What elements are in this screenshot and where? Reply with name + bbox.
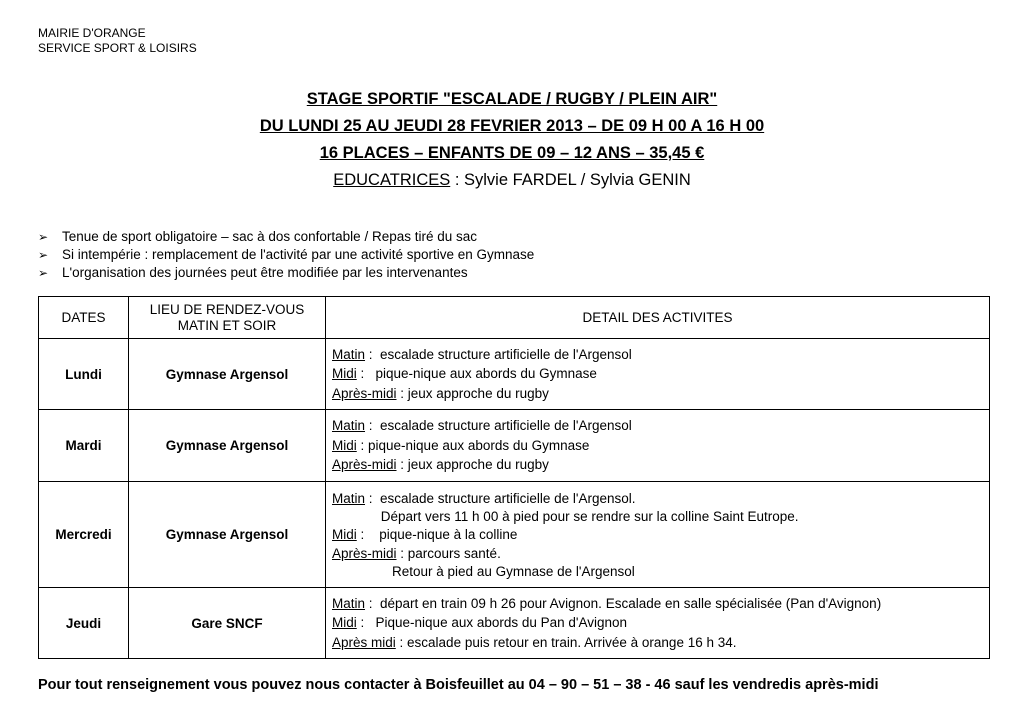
header-place: LIEU DE RENDEZ-VOUS MATIN ET SOIR: [129, 297, 326, 339]
activity-line: Matin : départ en train 09 h 26 pour Avignon. Escalade en salle spécialisée (Pan d'Avignon): [332, 595, 882, 611]
note-text: Tenue de sport obligatoire – sac à dos confortable / Repas tiré du sac: [62, 229, 477, 244]
row-place: Gare SNCF: [129, 588, 326, 659]
table-row: [39, 339, 990, 410]
table-row: [39, 588, 990, 659]
educators-label: EDUCATRICES: [333, 171, 451, 189]
title-places-price: 16 PLACES – ENFANTS DE 09 – 12 ANS – 35,45 €: [319, 144, 705, 162]
row-day: Mercredi: [39, 482, 129, 588]
activity-line: Après-midi : parcours santé.: [332, 546, 501, 562]
header-activities: DETAIL DES ACTIVITES: [326, 297, 990, 339]
row-activities: [326, 339, 990, 410]
note-text: L'organisation des journées peut être modifiée par les intervenantes: [62, 265, 468, 280]
org-line-service: SERVICE SPORT & LOISIRS: [38, 41, 197, 55]
title-stage: STAGE SPORTIF "ESCALADE / RUGBY / PLEIN AIR": [306, 90, 718, 108]
activity-line: Matin : escalade structure artificielle de l'Argensol: [332, 418, 632, 434]
table-row: [39, 410, 990, 482]
note-item: [38, 228, 534, 246]
table-row: [39, 482, 990, 588]
note-text: Si intempérie : remplacement de l'activité par une activité sportive en Gymnase: [62, 247, 535, 262]
org-line-mairie: MAIRIE D'ORANGE: [38, 26, 146, 40]
row-activities: [326, 588, 990, 659]
activity-line: Matin : escalade structure artificielle de l'Argensol.: [332, 491, 636, 507]
title-dates: DU LUNDI 25 AU JEUDI 28 FEVRIER 2013 – DE 09 H 00 A 16 H 00: [259, 117, 765, 135]
row-day: Jeudi: [39, 588, 129, 659]
activity-line: Après midi : escalade puis retour en train. Arrivée à orange 16 h 34.: [332, 634, 737, 650]
row-activities: [326, 482, 990, 588]
organization-header: [38, 26, 197, 56]
notes-list: [38, 228, 534, 282]
activity-line: Midi : pique-nique à la colline: [332, 526, 518, 542]
activity-line: Midi : pique-nique aux abords du Gymnase: [332, 366, 597, 382]
activity-line: Après-midi : jeux approche du rugby: [332, 457, 549, 473]
note-item: [38, 264, 534, 282]
hand-arrow-icon: ➢: [38, 248, 49, 262]
activity-line: Midi : pique-nique aux abords du Gymnase: [332, 437, 590, 453]
educators-line: [0, 170, 1024, 190]
activity-line: Retour à pied au Gymnase de l'Argensol: [332, 563, 635, 579]
activity-line: Matin : escalade structure artificielle de l'Argensol: [332, 346, 632, 362]
activity-line: Départ vers 11 h 00 à pied pour se rendre sur la colline Saint Eutrope.: [332, 508, 799, 524]
title-block: [0, 89, 1024, 190]
row-day: Mardi: [39, 410, 129, 482]
row-day: Lundi: [39, 339, 129, 410]
row-activities: [326, 410, 990, 482]
row-place: Gymnase Argensol: [129, 339, 326, 410]
note-item: [38, 246, 534, 264]
schedule-table: [38, 296, 990, 659]
row-place: Gymnase Argensol: [129, 482, 326, 588]
table-header-row: [39, 297, 990, 339]
hand-arrow-icon: ➢: [38, 230, 49, 244]
activity-line: Après-midi : jeux approche du rugby: [332, 385, 549, 401]
educators-names: : Sylvie FARDEL / Sylvia GENIN: [450, 171, 691, 189]
activity-line: Midi : Pique-nique aux abords du Pan d'Avignon: [332, 615, 628, 631]
row-place: Gymnase Argensol: [129, 410, 326, 482]
header-dates: DATES: [39, 297, 129, 339]
contact-footer: Pour tout renseignement vous pouvez nous contacter à Boisfeuillet au 04 – 90 – 51 – 38 - 46 sauf les vendredis après-midi: [38, 677, 879, 693]
hand-arrow-icon: ➢: [38, 266, 49, 280]
